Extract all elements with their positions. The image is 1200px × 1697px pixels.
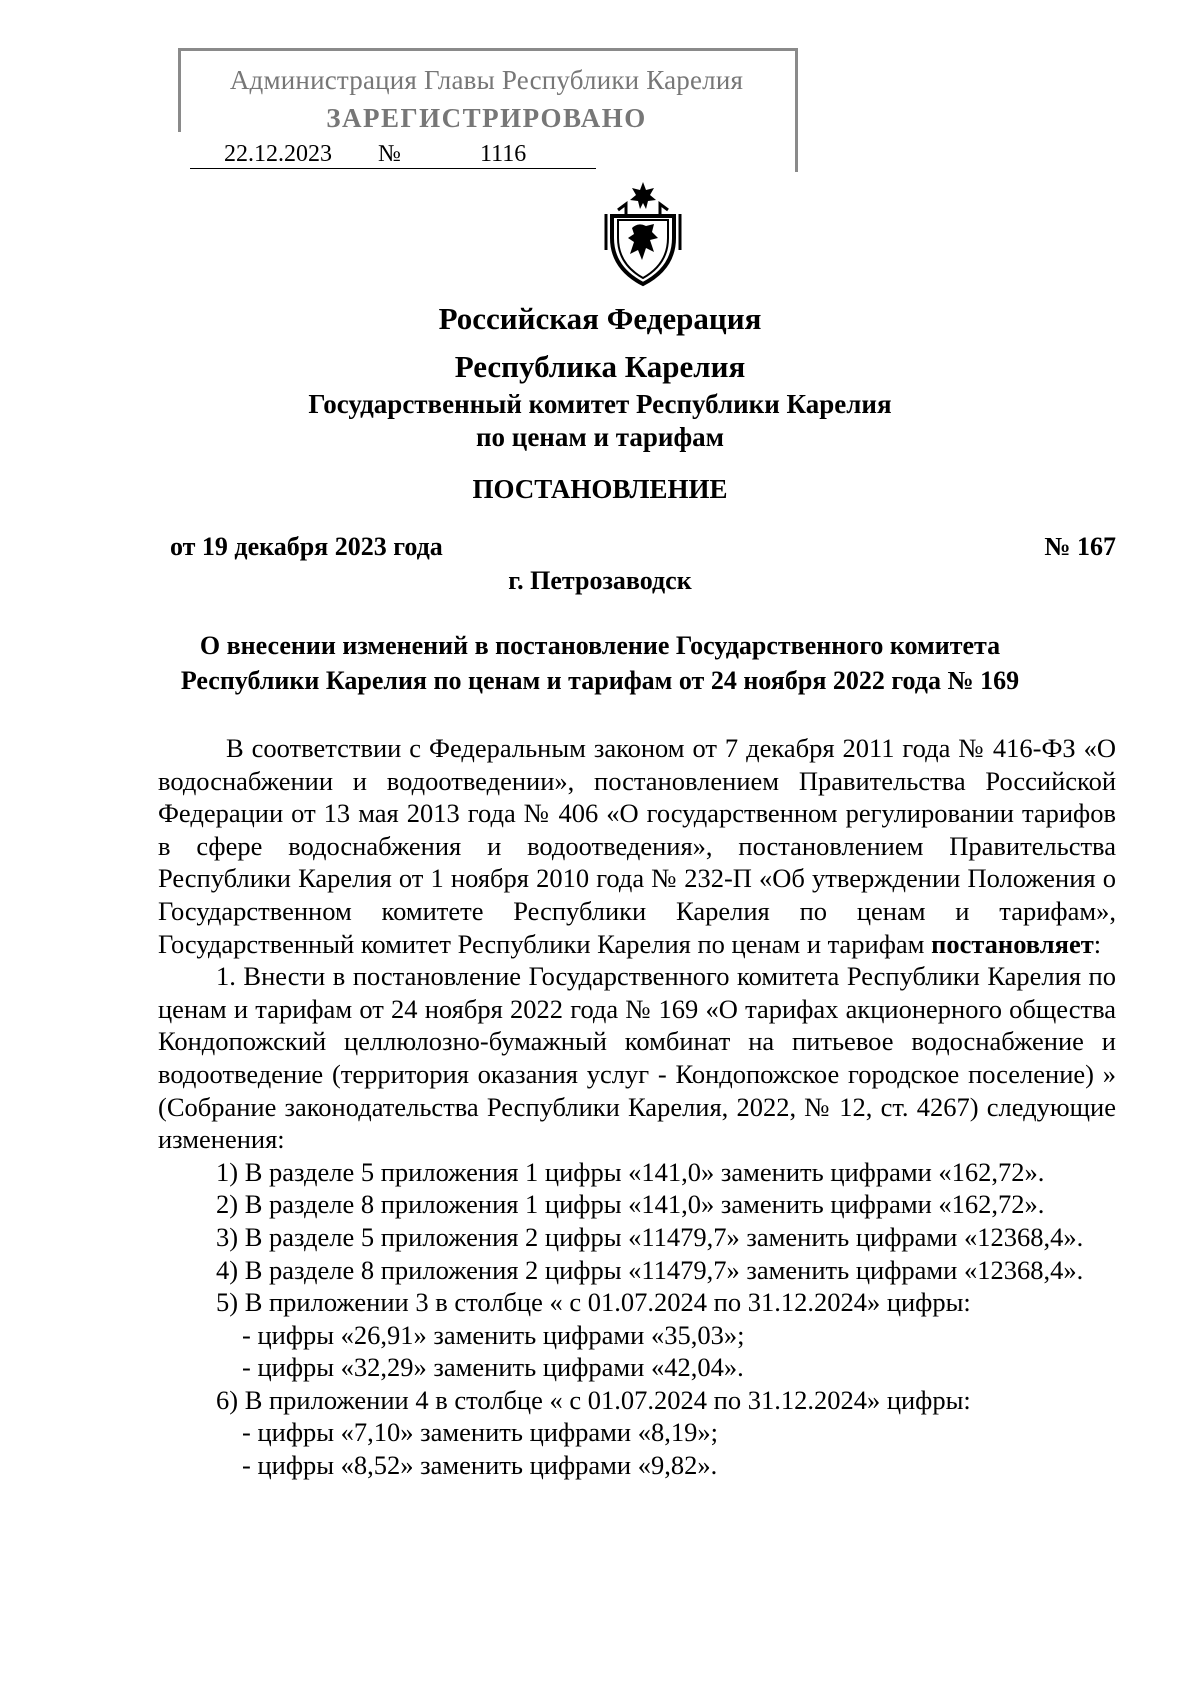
document-type: ПОСТАНОВЛЕНИЕ — [472, 474, 728, 504]
stamp-number: 1116 — [480, 141, 527, 167]
stamp-underline — [190, 168, 596, 169]
coat-of-arms-icon — [598, 180, 688, 290]
item-1: 1. Внести в постановление Государственного комитета Республики Карелия по ценам и тарифам от 24 ноября 2022 года № 169 «О тарифах акционерного общества Кондопожский целлюлозно-бумажный комбинат на питьевое водоснабжение и водоотведение (территория оказания услуг - Кондопожское городское поселение) » (Собрание законодательства Республики Карелия, 2022, № 12, ст. 4267) следующие изменения: — [158, 961, 1116, 1155]
sub-item-3: 3) В разделе 5 приложения 2 цифры «11479,7» заменить цифрами «12368,4». — [216, 1221, 1084, 1252]
header-republic: Республика Карелия — [454, 349, 746, 384]
preamble-paragraph — [158, 732, 1116, 960]
stamp-authority: Администрация Главы Республики Карелия — [229, 65, 744, 95]
sub-item-1: 1) В разделе 5 приложения 1 цифры «141,0» заменить цифрами «162,72». — [216, 1156, 1045, 1187]
sub-item-5: 5) В приложении 3 в столбце « с 01.07.2024 по 31.12.2024» цифры: — [216, 1287, 971, 1318]
sub-item-5a: - цифры «26,91» заменить цифрами «35,03»; — [242, 1319, 745, 1350]
sub-item-2: 2) В разделе 8 приложения 1 цифры «141,0» заменить цифрами «162,72». — [216, 1189, 1045, 1220]
document-date: от 19 декабря 2023 года — [170, 532, 443, 561]
document-title-line1: О внесении изменений в постановление Государственного комитета — [199, 631, 1001, 660]
sub-item-6: 6) В приложении 4 в столбце « с 01.07.2024 по 31.12.2024» цифры: — [216, 1384, 971, 1415]
stamp-number-sign: № — [378, 141, 401, 167]
sub-item-5b: - цифры «32,29» заменить цифрами «42,04». — [242, 1352, 744, 1383]
header-committee-line2: по ценам и тарифам — [475, 422, 725, 452]
stamp-border-left — [178, 48, 181, 132]
document-number: № 167 — [1044, 532, 1116, 561]
sub-item-6b: - цифры «8,52» заменить цифрами «9,82». — [242, 1450, 718, 1481]
document-city: г. Петрозаводск — [508, 566, 692, 595]
sub-item-6a: - цифры «7,10» заменить цифрами «8,19»; — [242, 1417, 718, 1448]
sub-item-4: 4) В разделе 8 приложения 2 цифры «11479,7» заменить цифрами «12368,4». — [216, 1254, 1084, 1285]
stamp-registered: ЗАРЕГИСТРИРОВАНО — [326, 103, 647, 133]
preamble-bold-word: постановляет — [931, 928, 1094, 959]
header-committee-line1: Государственный комитет Республики Карелия — [308, 389, 892, 419]
preamble-colon: : — [1093, 928, 1102, 959]
stamp-date: 22.12.2023 — [224, 141, 332, 167]
header-country: Российская Федерация — [438, 301, 762, 336]
preamble-text: В соответствии с Федеральным законом от 7 декабря 2011 года № 416-ФЗ «О водоснабжении и водоотведении», постановлением Правительства Российской Федерации от 13 мая 2013 года № 406 «О государственном регулировании тарифов в сфере водоснабжения и водоотведения», постановлением Правительства Республики Карелия от 1 ноября 2010 года № 232-П «Об утверждении Положения о Государственном комитете Республики Карелия по ценам и тарифам», Государственный комитет Республики Карелия по ценам и тарифам — [158, 733, 1116, 959]
document-body — [158, 732, 1116, 1482]
document-title-line2: Республики Карелия по ценам и тарифам от 24 ноября 2022 года № 169 — [180, 666, 1020, 695]
